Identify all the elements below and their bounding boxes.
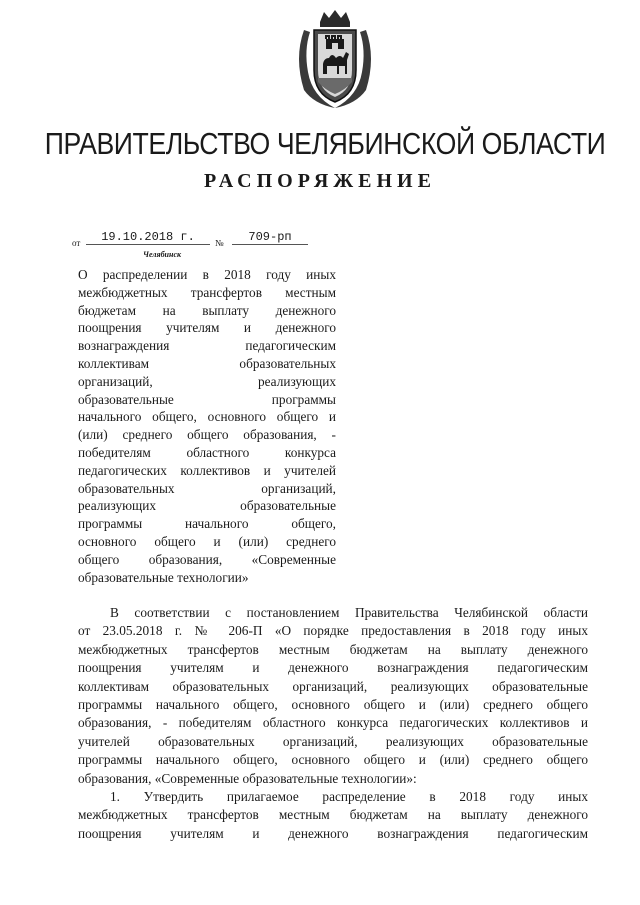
subject-line: победителям областного конкурса bbox=[78, 444, 336, 460]
subject-line: педагогических коллективов и учителей bbox=[78, 462, 336, 478]
subject-line: основного общего и (или) среднего bbox=[78, 533, 336, 549]
body-line: учителей образовательных организаций, реализующих образовательные bbox=[78, 733, 588, 749]
body-line: В соответствии с постановлением Правительства Челябинской области bbox=[110, 605, 588, 620]
subject-line: образовательные технологии» bbox=[78, 569, 249, 585]
date-prefix: от bbox=[72, 238, 81, 248]
subject-line: вознаграждения педагогическим bbox=[78, 338, 336, 354]
subject-line: образовательных организаций, bbox=[78, 480, 336, 496]
subject-line: (или) среднего общего образования, - bbox=[78, 427, 336, 443]
subject-line: бюджетам на выплату денежного bbox=[78, 302, 336, 318]
subject-line: образовательные программы bbox=[78, 391, 336, 407]
body-line: межбюджетных трансфертов местным бюджетам на выплату денежного bbox=[78, 641, 588, 657]
subject-line: общего образования, «Современные bbox=[78, 551, 336, 567]
subject-line: начального общего, основного общего и bbox=[78, 409, 336, 425]
government-title: ПРАВИТЕЛЬСТВО ЧЕЛЯБИНСКОЙ ОБЛАСТИ bbox=[44, 126, 606, 161]
subject-line: реализующих образовательные bbox=[78, 498, 336, 514]
chelyabinsk-coat-of-arms-icon bbox=[290, 8, 380, 112]
body-line: межбюджетных трансфертов местным бюджетам на выплату денежного bbox=[78, 807, 588, 823]
subject-line: поощрения учителям и денежного bbox=[78, 320, 336, 336]
document-number: 709-рп bbox=[232, 230, 308, 245]
body-line: образования, - победителям областного конкурса педагогических коллективов и bbox=[78, 715, 588, 731]
body-line: поощрения учителям и денежного вознаграждения педагогическим bbox=[78, 660, 588, 676]
document-date: 19.10.2018 г. bbox=[86, 230, 210, 245]
subject-line: межбюджетных трансфертов местным bbox=[78, 284, 336, 300]
document-subject bbox=[78, 266, 336, 586]
body-line: коллективам образовательных организаций, реализующих образовательные bbox=[78, 678, 588, 694]
subject-line: коллективам образовательных bbox=[78, 355, 336, 371]
city-label: Челябинск bbox=[143, 250, 182, 259]
document-body bbox=[78, 604, 588, 843]
number-prefix: № bbox=[215, 238, 224, 248]
subject-line: программы начального общего, bbox=[78, 516, 336, 532]
body-line: 1. Утвердить прилагаемое распределение в 2018 году иных bbox=[110, 788, 588, 804]
subject-line: О распределении в 2018 году иных bbox=[78, 267, 336, 282]
body-line: поощрения учителям и денежного вознаграждения педагогическим bbox=[78, 825, 588, 841]
body-line: образования, «Современные образовательные технологии»: bbox=[78, 770, 417, 786]
subject-line: организаций, реализующих bbox=[78, 373, 336, 389]
body-line: программы начального общего, основного общего и (или) среднего общего bbox=[78, 752, 588, 768]
body-line: программы начального общего, основного общего и (или) среднего общего bbox=[78, 696, 588, 712]
body-line: от 23.05.2018 г. № 206-П «О порядке предоставления в 2018 году иных bbox=[78, 623, 588, 639]
registration-line bbox=[72, 230, 312, 252]
document-type: РАСПОРЯЖЕНИЕ bbox=[204, 170, 436, 192]
